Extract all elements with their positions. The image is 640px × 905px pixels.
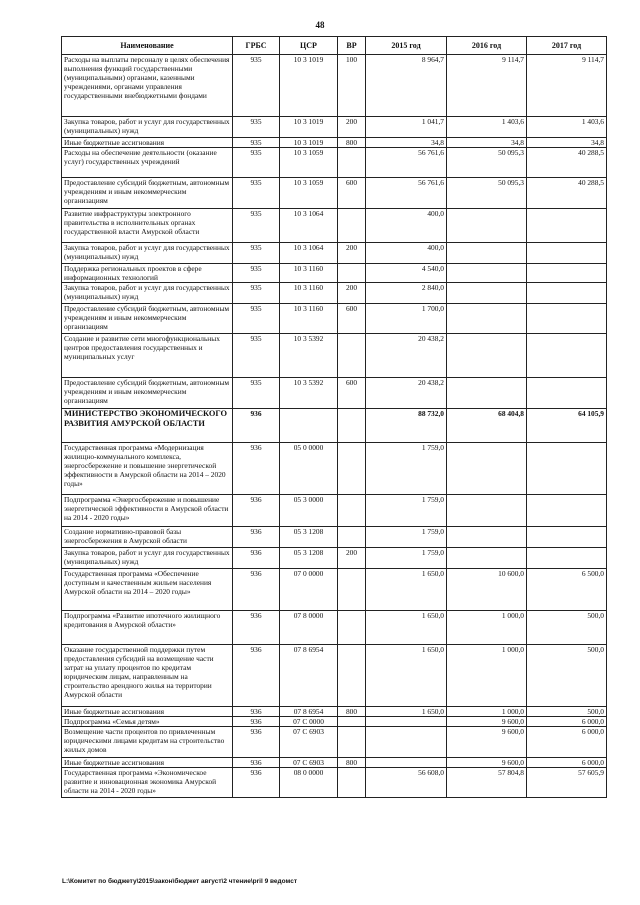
header-year-2015: 2015 год xyxy=(366,37,447,55)
cell-amount-2015: 400,0 xyxy=(366,243,447,264)
cell-amount-2016 xyxy=(447,334,527,378)
table-row xyxy=(62,55,607,117)
cell-grbs: 936 xyxy=(233,569,280,611)
cell-csr: 07 С 6903 xyxy=(280,758,338,768)
cell-name: Подпрограмма «Семья детям» xyxy=(62,717,233,727)
cell-grbs: 936 xyxy=(233,768,280,798)
cell-vr xyxy=(338,264,366,283)
table-row xyxy=(62,611,607,645)
cell-amount-2017: 40 288,5 xyxy=(527,148,607,178)
cell-amount-2016: 9 600,0 xyxy=(447,758,527,768)
cell-vr xyxy=(338,717,366,727)
table-row xyxy=(62,548,607,569)
cell-amount-2015: 1 759,0 xyxy=(366,495,447,527)
cell-vr xyxy=(338,443,366,495)
cell-amount-2017 xyxy=(527,527,607,548)
cell-amount-2017 xyxy=(527,334,607,378)
table-header-row xyxy=(62,37,607,55)
cell-grbs: 935 xyxy=(233,264,280,283)
header-csr: ЦСР xyxy=(280,37,338,55)
cell-amount-2017 xyxy=(527,378,607,409)
cell-amount-2016: 1 000,0 xyxy=(447,645,527,707)
cell-name: Подпрограмма «Развитие ипотечного жилищного кредитования в Амурской области» xyxy=(62,611,233,645)
cell-amount-2017: 500,0 xyxy=(527,611,607,645)
cell-vr: 600 xyxy=(338,304,366,334)
cell-name: Развитие инфраструктуры электронного правительства в исполнительных органах государственной власти Амурской области xyxy=(62,209,233,243)
table-row xyxy=(62,117,607,138)
cell-vr xyxy=(338,209,366,243)
cell-amount-2017 xyxy=(527,283,607,304)
cell-csr: 10 3 1059 xyxy=(280,148,338,178)
cell-vr xyxy=(338,569,366,611)
budget-allocation-table xyxy=(61,36,607,798)
cell-amount-2016: 50 095,3 xyxy=(447,148,527,178)
cell-grbs: 936 xyxy=(233,527,280,548)
cell-amount-2015 xyxy=(366,758,447,768)
cell-amount-2017: 64 105,9 xyxy=(527,409,607,443)
cell-csr: 10 3 1064 xyxy=(280,243,338,264)
cell-amount-2016 xyxy=(447,209,527,243)
cell-csr: 07 С 0000 xyxy=(280,717,338,727)
cell-grbs: 936 xyxy=(233,611,280,645)
cell-name: Предоставление субсидий бюджетным, автономным учреждениям и иным некоммерческим организациям xyxy=(62,378,233,409)
cell-vr xyxy=(338,645,366,707)
table-row xyxy=(62,569,607,611)
cell-amount-2015: 88 732,0 xyxy=(366,409,447,443)
cell-amount-2017: 6 000,0 xyxy=(527,727,607,758)
cell-vr: 200 xyxy=(338,243,366,264)
cell-csr: 07 0 0000 xyxy=(280,569,338,611)
cell-csr: 10 3 1019 xyxy=(280,117,338,138)
cell-name: Расходы на выплаты персоналу в целях обеспечения выполнения функций государственными (муниципальными) органами, казенными учреждениями, органами управления государственными внебюджетными фондами xyxy=(62,55,233,117)
table-row xyxy=(62,527,607,548)
cell-name: Закупка товаров, работ и услуг для государственных (муниципальных) нужд xyxy=(62,548,233,569)
table-row xyxy=(62,148,607,178)
cell-amount-2016 xyxy=(447,378,527,409)
cell-amount-2017 xyxy=(527,304,607,334)
header-name: Наименование xyxy=(62,37,233,55)
cell-vr: 200 xyxy=(338,548,366,569)
cell-amount-2016: 68 404,8 xyxy=(447,409,527,443)
cell-amount-2015: 400,0 xyxy=(366,209,447,243)
cell-name: Предоставление субсидий бюджетным, автономным учреждениям и иным некоммерческим организациям xyxy=(62,178,233,209)
cell-name: Создание нормативно-правовой базы энергосбережения в Амурской области xyxy=(62,527,233,548)
table-row xyxy=(62,409,607,443)
cell-name: Иные бюджетные ассигнования xyxy=(62,707,233,717)
cell-name: Предоставление субсидий бюджетным, автономным учреждениям и иным некоммерческим организациям xyxy=(62,304,233,334)
cell-vr xyxy=(338,768,366,798)
cell-vr xyxy=(338,409,366,443)
cell-csr: 10 3 1019 xyxy=(280,138,338,148)
cell-grbs: 935 xyxy=(233,148,280,178)
cell-amount-2016: 10 600,0 xyxy=(447,569,527,611)
cell-amount-2015: 1 700,0 xyxy=(366,304,447,334)
cell-amount-2016: 1 403,6 xyxy=(447,117,527,138)
cell-vr xyxy=(338,148,366,178)
cell-amount-2016: 9 114,7 xyxy=(447,55,527,117)
cell-amount-2015: 56 761,6 xyxy=(366,148,447,178)
cell-amount-2016: 9 600,0 xyxy=(447,717,527,727)
cell-amount-2016 xyxy=(447,264,527,283)
cell-grbs: 936 xyxy=(233,717,280,727)
cell-amount-2017 xyxy=(527,243,607,264)
cell-grbs: 936 xyxy=(233,409,280,443)
table-row xyxy=(62,717,607,727)
cell-vr: 100 xyxy=(338,55,366,117)
table-row xyxy=(62,209,607,243)
cell-amount-2016 xyxy=(447,283,527,304)
cell-grbs: 935 xyxy=(233,283,280,304)
cell-amount-2015: 56 761,6 xyxy=(366,178,447,209)
page-number: 48 xyxy=(315,20,325,30)
cell-name: Государственная программа «Модернизация жилищно-коммунального комплекса, энергосбережение и повышение энергетической эффективности в Амурской области на 2014 – 2020 годы» xyxy=(62,443,233,495)
cell-amount-2015: 8 964,7 xyxy=(366,55,447,117)
cell-vr xyxy=(338,727,366,758)
cell-amount-2017 xyxy=(527,443,607,495)
cell-amount-2015: 1 650,0 xyxy=(366,645,447,707)
cell-amount-2017 xyxy=(527,495,607,527)
table-row xyxy=(62,378,607,409)
cell-amount-2016 xyxy=(447,443,527,495)
cell-csr: 10 3 1160 xyxy=(280,283,338,304)
cell-amount-2017: 6 000,0 xyxy=(527,758,607,768)
cell-csr: 07 8 6954 xyxy=(280,707,338,717)
cell-amount-2015: 4 540,0 xyxy=(366,264,447,283)
cell-amount-2017 xyxy=(527,264,607,283)
cell-csr xyxy=(280,409,338,443)
cell-amount-2015: 2 840,0 xyxy=(366,283,447,304)
cell-amount-2015: 34,8 xyxy=(366,138,447,148)
cell-csr: 05 0 0000 xyxy=(280,443,338,495)
cell-name: Расходы на обеспечение деятельности (оказание услуг) государственных учреждений xyxy=(62,148,233,178)
cell-vr: 800 xyxy=(338,758,366,768)
cell-csr: 10 3 1059 xyxy=(280,178,338,209)
cell-vr: 600 xyxy=(338,178,366,209)
cell-amount-2015 xyxy=(366,717,447,727)
table-row xyxy=(62,178,607,209)
cell-name: Закупка товаров, работ и услуг для государственных (муниципальных) нужд xyxy=(62,243,233,264)
cell-amount-2016 xyxy=(447,243,527,264)
table-row xyxy=(62,758,607,768)
cell-vr xyxy=(338,527,366,548)
cell-grbs: 936 xyxy=(233,727,280,758)
cell-amount-2017 xyxy=(527,209,607,243)
cell-name: Подпрограмма «Энергосбережение и повышение энергетической эффективности в Амурской области на 2014 - 2020 годы» xyxy=(62,495,233,527)
cell-csr: 05 3 1208 xyxy=(280,548,338,569)
cell-csr: 10 3 1160 xyxy=(280,304,338,334)
table-row xyxy=(62,243,607,264)
cell-amount-2016: 50 095,3 xyxy=(447,178,527,209)
cell-amount-2015: 1 650,0 xyxy=(366,569,447,611)
cell-grbs: 935 xyxy=(233,117,280,138)
cell-amount-2017: 1 403,6 xyxy=(527,117,607,138)
cell-vr: 800 xyxy=(338,707,366,717)
cell-csr: 07 8 6954 xyxy=(280,645,338,707)
table-row xyxy=(62,495,607,527)
table-body xyxy=(62,55,607,798)
cell-grbs: 935 xyxy=(233,178,280,209)
cell-name: МИНИСТЕРСТВО ЭКОНОМИЧЕСКОГО РАЗВИТИЯ АМУРСКОЙ ОБЛАСТИ xyxy=(62,409,233,443)
table-row xyxy=(62,707,607,717)
cell-amount-2015: 1 759,0 xyxy=(366,527,447,548)
cell-grbs: 936 xyxy=(233,707,280,717)
cell-grbs: 935 xyxy=(233,304,280,334)
cell-csr: 10 3 1019 xyxy=(280,55,338,117)
cell-amount-2016: 1 000,0 xyxy=(447,707,527,717)
cell-csr: 08 0 0000 xyxy=(280,768,338,798)
cell-grbs: 935 xyxy=(233,243,280,264)
cell-csr: 07 С 6903 xyxy=(280,727,338,758)
cell-amount-2015: 1 041,7 xyxy=(366,117,447,138)
table-row xyxy=(62,264,607,283)
cell-amount-2015: 20 438,2 xyxy=(366,378,447,409)
cell-name: Оказание государственной поддержки путем предоставления субсидий на возмещение части затрат на уплату процентов по кредитам юридическим лицам, направленным на строительство арендного жилья на территории Амурской области xyxy=(62,645,233,707)
table-row xyxy=(62,768,607,798)
cell-name: Иные бюджетные ассигнования xyxy=(62,138,233,148)
cell-grbs: 935 xyxy=(233,55,280,117)
cell-name: Иные бюджетные ассигнования xyxy=(62,758,233,768)
cell-name: Закупка товаров, работ и услуг для государственных (муниципальных) нужд xyxy=(62,117,233,138)
cell-csr: 07 8 0000 xyxy=(280,611,338,645)
cell-amount-2017: 40 288,5 xyxy=(527,178,607,209)
table-row xyxy=(62,334,607,378)
table-row xyxy=(62,443,607,495)
cell-grbs: 935 xyxy=(233,138,280,148)
cell-amount-2015: 56 608,0 xyxy=(366,768,447,798)
cell-grbs: 936 xyxy=(233,645,280,707)
cell-name: Государственная программа «Экономическое развитие и инновационная экономика Амурской области на 2014 - 2020 годы» xyxy=(62,768,233,798)
cell-amount-2016: 57 804,8 xyxy=(447,768,527,798)
cell-amount-2017: 500,0 xyxy=(527,645,607,707)
cell-grbs: 935 xyxy=(233,378,280,409)
cell-grbs: 935 xyxy=(233,209,280,243)
cell-name: Создание и развитие сети многофункциональных центров предоставления государственных и муниципальных услуг xyxy=(62,334,233,378)
cell-vr: 600 xyxy=(338,378,366,409)
cell-amount-2016 xyxy=(447,304,527,334)
table-row xyxy=(62,304,607,334)
cell-amount-2017: 6 500,0 xyxy=(527,569,607,611)
cell-csr: 05 3 0000 xyxy=(280,495,338,527)
cell-grbs: 936 xyxy=(233,548,280,569)
cell-amount-2016 xyxy=(447,527,527,548)
cell-amount-2017 xyxy=(527,548,607,569)
cell-amount-2015: 20 438,2 xyxy=(366,334,447,378)
header-grbs: ГРБС xyxy=(233,37,280,55)
cell-grbs: 936 xyxy=(233,443,280,495)
cell-vr xyxy=(338,334,366,378)
table-row xyxy=(62,138,607,148)
file-path-footer: L:\Комитет по бюджету\2015\закон\бюджет август\2 чтение\pril 9 ведомст xyxy=(62,878,298,885)
cell-csr: 10 3 1064 xyxy=(280,209,338,243)
header-year-2016: 2016 год xyxy=(447,37,527,55)
cell-amount-2015: 1 650,0 xyxy=(366,611,447,645)
cell-amount-2016: 34,8 xyxy=(447,138,527,148)
cell-name: Возмещение части процентов по привлеченным юридическими лицами кредитам на строительство жилых домов xyxy=(62,727,233,758)
cell-amount-2015: 1 759,0 xyxy=(366,443,447,495)
cell-amount-2015: 1 759,0 xyxy=(366,548,447,569)
cell-amount-2017: 9 114,7 xyxy=(527,55,607,117)
cell-name: Поддержка региональных проектов в сфере информационных технологий xyxy=(62,264,233,283)
cell-name: Государственная программа «Обеспечение доступным и качественным жильем населения Амурской области на 2014 – 2020 годы» xyxy=(62,569,233,611)
cell-amount-2017: 34,8 xyxy=(527,138,607,148)
header-year-2017: 2017 год xyxy=(527,37,607,55)
cell-csr: 05 3 1208 xyxy=(280,527,338,548)
cell-vr xyxy=(338,611,366,645)
cell-vr: 800 xyxy=(338,138,366,148)
header-vr: ВР xyxy=(338,37,366,55)
cell-vr: 200 xyxy=(338,117,366,138)
cell-amount-2016 xyxy=(447,548,527,569)
cell-name: Закупка товаров, работ и услуг для государственных (муниципальных) нужд xyxy=(62,283,233,304)
cell-amount-2015: 1 650,0 xyxy=(366,707,447,717)
cell-amount-2016 xyxy=(447,495,527,527)
cell-csr: 10 3 1160 xyxy=(280,264,338,283)
cell-amount-2017: 57 605,9 xyxy=(527,768,607,798)
cell-amount-2016: 9 600,0 xyxy=(447,727,527,758)
table-row xyxy=(62,727,607,758)
cell-amount-2015 xyxy=(366,727,447,758)
table-row xyxy=(62,283,607,304)
cell-amount-2017: 6 000,0 xyxy=(527,717,607,727)
cell-grbs: 936 xyxy=(233,758,280,768)
cell-amount-2016: 1 000,0 xyxy=(447,611,527,645)
cell-vr: 200 xyxy=(338,283,366,304)
cell-grbs: 935 xyxy=(233,334,280,378)
cell-csr: 10 3 5392 xyxy=(280,334,338,378)
cell-vr xyxy=(338,495,366,527)
cell-csr: 10 3 5392 xyxy=(280,378,338,409)
cell-grbs: 936 xyxy=(233,495,280,527)
table-row xyxy=(62,645,607,707)
cell-amount-2017: 500,0 xyxy=(527,707,607,717)
